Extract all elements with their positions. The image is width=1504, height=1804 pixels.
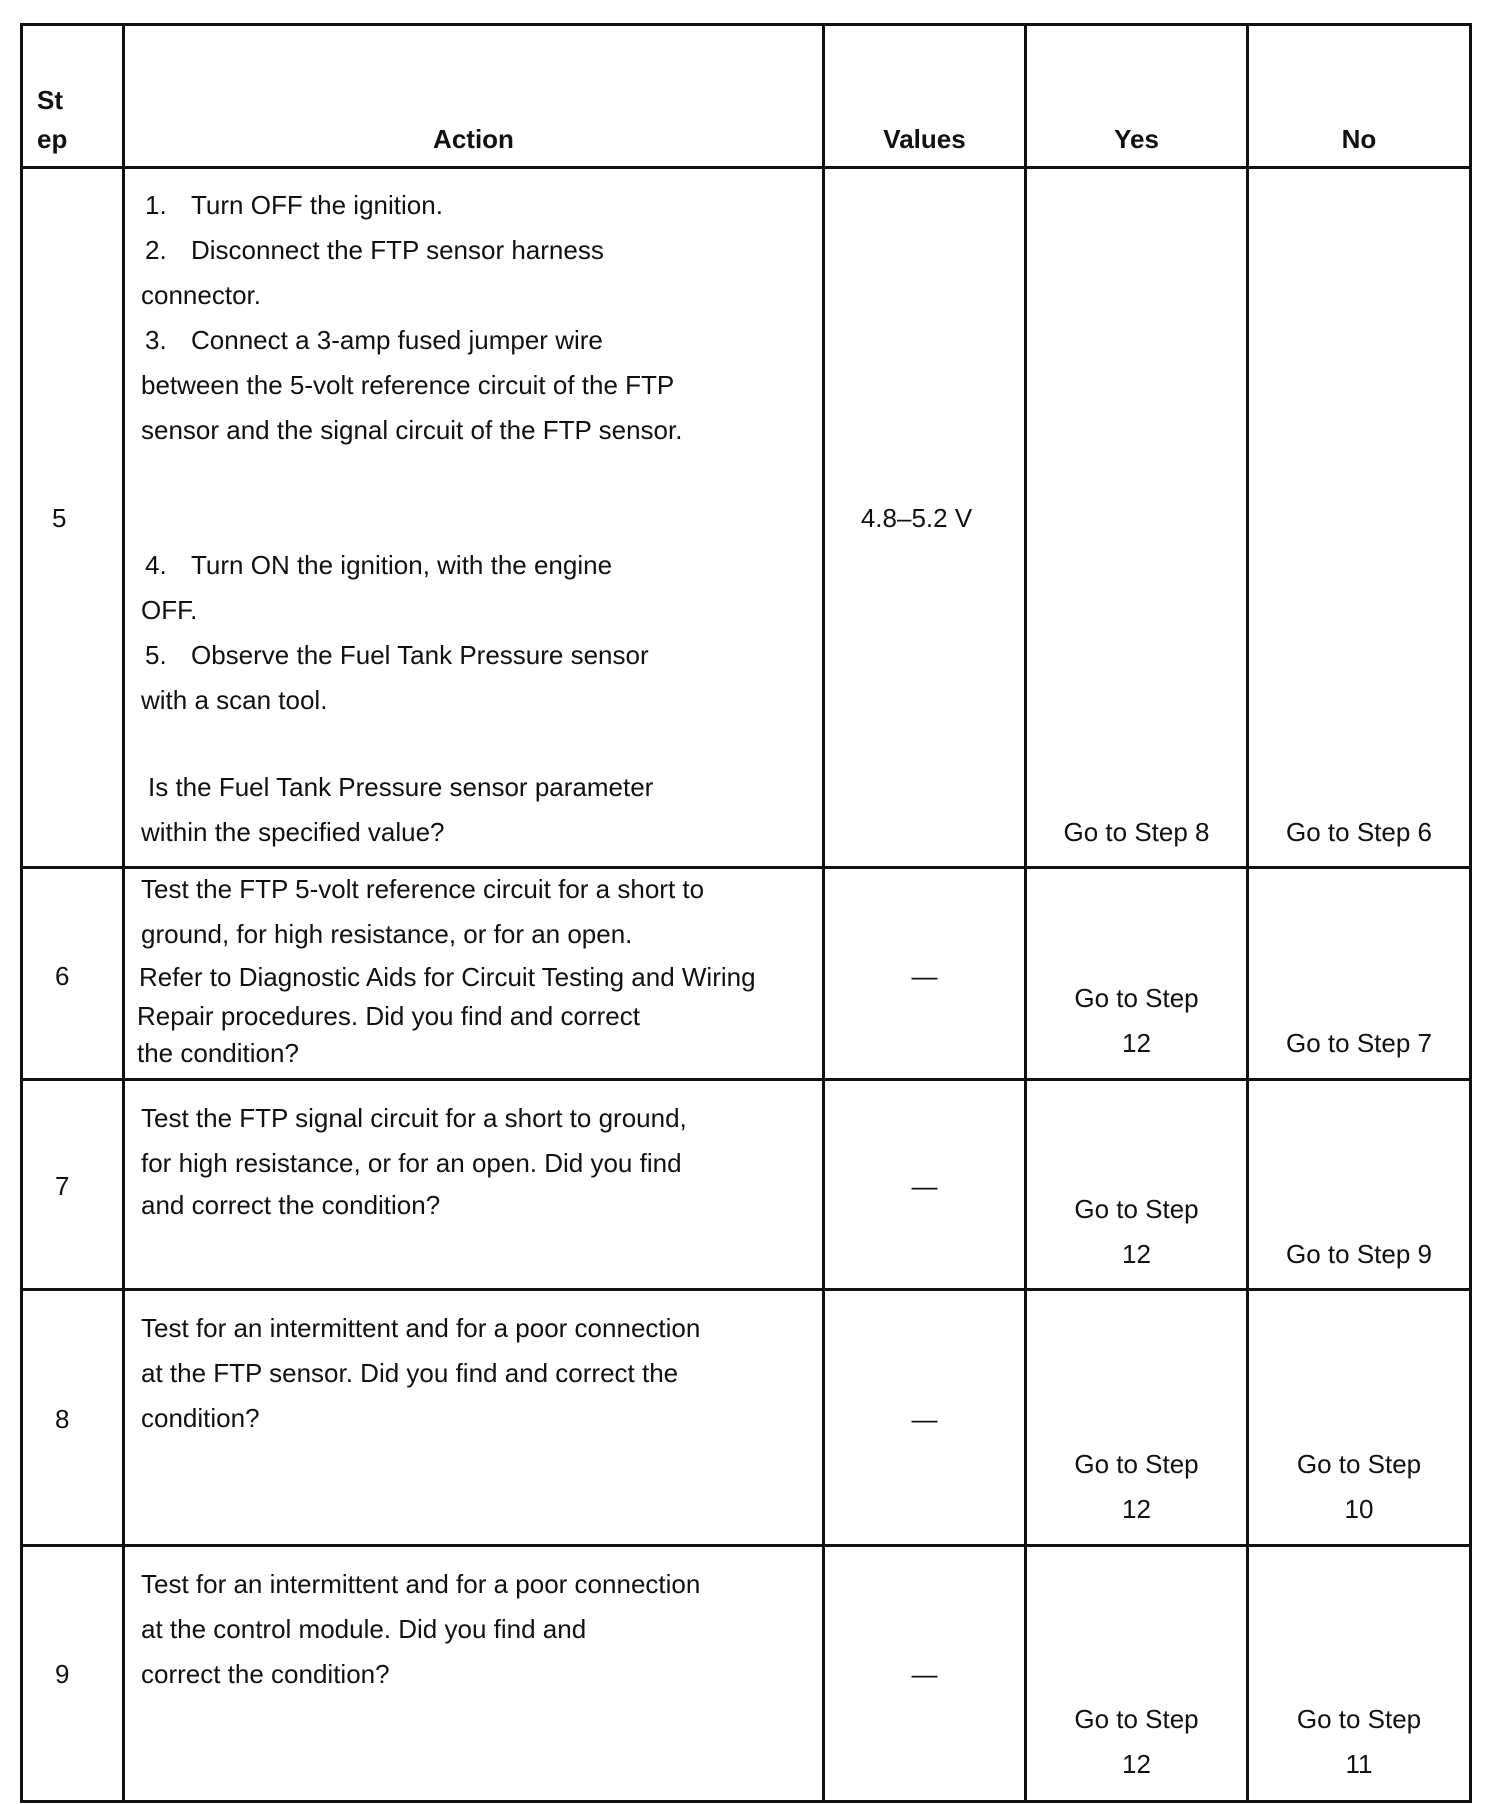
row6-value: —: [911, 961, 938, 991]
row7-value: —: [911, 1171, 938, 1201]
row5-question-line1: Is the Fuel Tank Pressure sensor parameter: [148, 772, 654, 802]
row7-step: 7: [55, 1171, 70, 1201]
border-top: [20, 23, 1472, 26]
col-divider-action-values: [822, 23, 825, 1803]
row7-yes-line1: Go to Step: [1074, 1194, 1199, 1224]
row5-action-step5: [141, 633, 649, 678]
row5-step3-text: Connect a 3-amp fused jumper wire: [191, 325, 603, 355]
row5-action-step4-cont: OFF.: [141, 595, 198, 625]
row9-yes-line1: Go to Step: [1074, 1704, 1199, 1734]
border-row7-bottom: [20, 1288, 1472, 1291]
row9-no-line2: 11: [1345, 1749, 1373, 1779]
row9-step: 9: [55, 1659, 70, 1689]
row5-step1-text: Turn OFF the ignition.: [191, 190, 443, 220]
row8-no-line1: Go to Step: [1296, 1449, 1422, 1479]
row6-action-line4: Repair procedures. Did you find and correct: [137, 1001, 640, 1031]
row9-action-line2: at the control module. Did you find and: [141, 1614, 587, 1644]
border-left: [20, 23, 23, 1803]
row5-yes: Go to Step 8: [1063, 817, 1210, 847]
row5-step: 5: [52, 503, 67, 533]
row7-yes-line2: 12: [1122, 1239, 1151, 1269]
row6-action-line1: Test the FTP 5-volt reference circuit for a short to: [141, 874, 705, 904]
row6-no: Go to Step 7: [1286, 1028, 1432, 1058]
row5-step5-number: 5.: [145, 640, 167, 670]
row8-no-line2: 10: [1344, 1494, 1374, 1524]
row7-no: Go to Step 9: [1286, 1239, 1432, 1269]
row5-action-step2: [141, 228, 604, 273]
col-divider-values-yes: [1024, 23, 1027, 1803]
row8-step: 8: [55, 1404, 70, 1434]
col-divider-yes-no: [1246, 23, 1249, 1803]
row6-step: 6: [55, 961, 70, 991]
row8-action-line3: condition?: [141, 1403, 260, 1433]
row5-action-step1: [141, 183, 443, 228]
row8-action-line2: at the FTP sensor. Did you find and correct the: [141, 1358, 679, 1388]
row5-step2-text: Disconnect the FTP sensor harness: [191, 235, 604, 265]
row6-yes-line2: 12: [1122, 1028, 1151, 1058]
row9-action-line3: correct the condition?: [141, 1659, 390, 1689]
row9-action-line1: Test for an intermittent and for a poor connection: [141, 1569, 701, 1599]
row9-value: —: [911, 1659, 938, 1689]
row8-yes-line2: 12: [1122, 1494, 1151, 1524]
row5-action-step3-cont1: between the 5-volt reference circuit of the FTP: [141, 370, 675, 400]
row5-action-step3-cont2: sensor and the signal circuit of the FTP sensor.: [141, 415, 683, 445]
row7-action-line3: and correct the condition?: [141, 1190, 441, 1220]
row5-no: Go to Step 6: [1286, 817, 1432, 847]
col-divider-step-action: [122, 23, 125, 1803]
row5-step3-number: 3.: [145, 325, 167, 355]
row5-action-step4: [141, 543, 612, 588]
row8-value: —: [911, 1404, 938, 1434]
row5-action-step5-cont: with a scan tool.: [141, 685, 328, 715]
row5-step4-number: 4.: [145, 550, 167, 580]
row6-action-line5: the condition?: [137, 1038, 299, 1068]
row5-action-step2-cont: connector.: [141, 280, 261, 310]
row6-action-line3: Refer to Diagnostic Aids for Circuit Testing and Wiring: [139, 962, 756, 992]
row7-action-line2: for high resistance, or for an open. Did you find: [141, 1148, 682, 1178]
header-step-line2: ep: [37, 124, 68, 154]
header-step-line1: St: [37, 85, 63, 115]
row5-question-line2: within the specified value?: [141, 817, 445, 847]
row9-no-line1: Go to Step: [1296, 1704, 1422, 1734]
border-header-bottom: [20, 166, 1472, 169]
row6-yes-line1: Go to Step: [1074, 983, 1199, 1013]
header-yes: Yes: [1114, 124, 1159, 154]
row5-step1-number: 1.: [145, 190, 167, 220]
row6-action-line2: ground, for high resistance, or for an open.: [141, 919, 633, 949]
border-right: [1469, 23, 1472, 1803]
row5-step4-text: Turn ON the ignition, with the engine: [191, 550, 613, 580]
row9-yes-line2: 12: [1122, 1749, 1151, 1779]
row5-step2-number: 2.: [145, 235, 167, 265]
row8-yes-line1: Go to Step: [1074, 1449, 1199, 1479]
row7-action-line1: Test the FTP signal circuit for a short to ground,: [141, 1103, 687, 1133]
header-values: Values: [883, 124, 966, 154]
border-bottom: [20, 1800, 1472, 1803]
header-no: No: [1341, 124, 1377, 154]
row5-value: 4.8–5.2 V: [860, 503, 973, 533]
row5-step5-text: Observe the Fuel Tank Pressure sensor: [191, 640, 649, 670]
border-row6-bottom: [20, 1078, 1472, 1081]
border-row8-bottom: [20, 1544, 1472, 1547]
row8-action-line1: Test for an intermittent and for a poor connection: [141, 1313, 701, 1343]
header-action: Action: [433, 124, 514, 154]
row5-action-step3: [141, 318, 603, 363]
